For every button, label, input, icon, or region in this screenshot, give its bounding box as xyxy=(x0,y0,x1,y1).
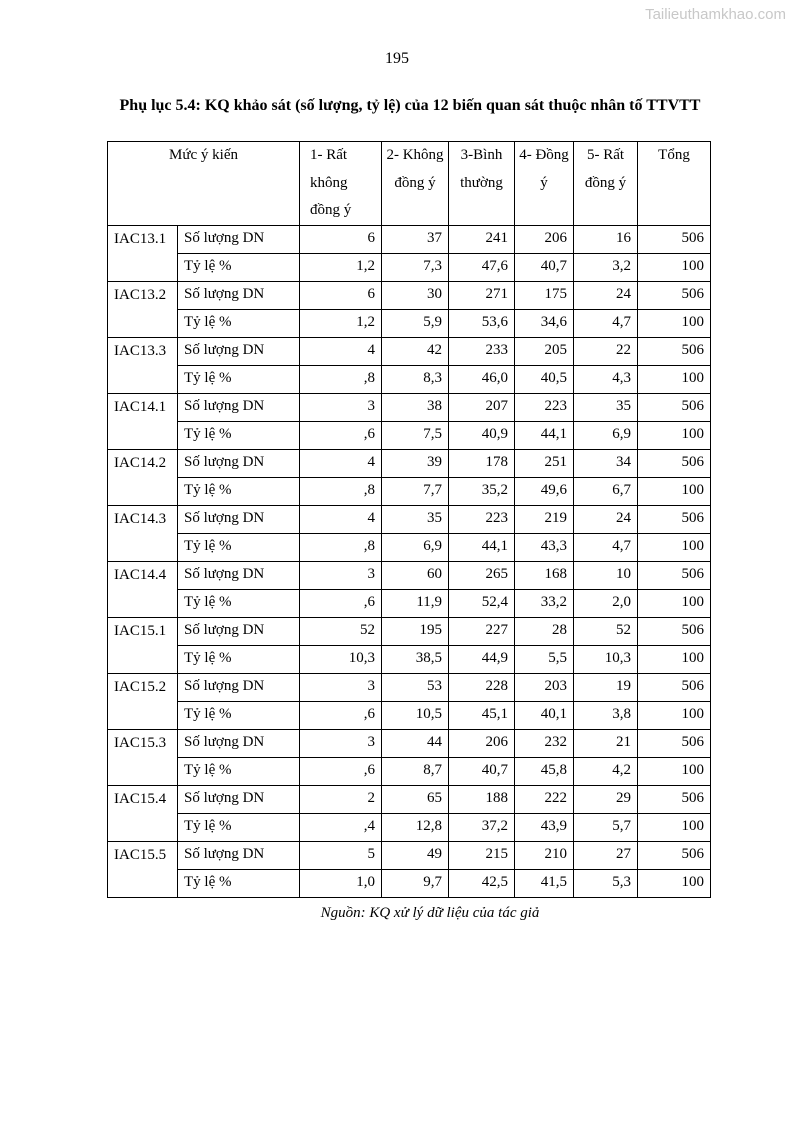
count-cell: 251 xyxy=(515,449,574,477)
percent-cell: ,6 xyxy=(300,589,382,617)
percent-cell: 100 xyxy=(638,589,711,617)
metric-count-label: Số lượng DN xyxy=(178,449,300,477)
count-cell: 60 xyxy=(382,561,449,589)
metric-pct-label: Tỷ lệ % xyxy=(178,813,300,841)
count-cell: 65 xyxy=(382,785,449,813)
variable-label: IAC13.1 xyxy=(108,225,178,281)
count-cell: 22 xyxy=(574,337,638,365)
count-cell: 175 xyxy=(515,281,574,309)
percent-cell: 5,3 xyxy=(574,869,638,897)
variable-label: IAC14.2 xyxy=(108,449,178,505)
count-cell: 168 xyxy=(515,561,574,589)
percent-cell: 35,2 xyxy=(449,477,515,505)
metric-pct-label: Tỷ lệ % xyxy=(178,365,300,393)
metric-pct-label: Tỷ lệ % xyxy=(178,309,300,337)
count-cell: 6 xyxy=(300,225,382,253)
table-row xyxy=(108,701,711,729)
percent-cell: 100 xyxy=(638,309,711,337)
count-cell: 215 xyxy=(449,841,515,869)
metric-pct-label: Tỷ lệ % xyxy=(178,589,300,617)
variable-label: IAC14.3 xyxy=(108,505,178,561)
percent-cell: 4,7 xyxy=(574,309,638,337)
table-row xyxy=(108,365,711,393)
percent-cell: 40,7 xyxy=(449,757,515,785)
count-cell: 3 xyxy=(300,673,382,701)
count-cell: 3 xyxy=(300,561,382,589)
count-cell: 207 xyxy=(449,393,515,421)
percent-cell: 3,2 xyxy=(574,253,638,281)
count-cell: 3 xyxy=(300,729,382,757)
table-row xyxy=(108,561,711,589)
count-cell: 271 xyxy=(449,281,515,309)
table-row xyxy=(108,813,711,841)
percent-cell: 4,2 xyxy=(574,757,638,785)
percent-cell: 40,1 xyxy=(515,701,574,729)
percent-cell: 100 xyxy=(638,253,711,281)
count-cell: 35 xyxy=(382,505,449,533)
count-cell: 206 xyxy=(449,729,515,757)
percent-cell: 2,0 xyxy=(574,589,638,617)
percent-cell: 40,5 xyxy=(515,365,574,393)
page-title: Phụ lục 5.4: KQ khảo sát (số lượng, tỷ lệ) của 12 biến quan sát thuộc nhân tố TTVTT xyxy=(119,97,701,114)
table-row xyxy=(108,645,711,673)
count-cell: 219 xyxy=(515,505,574,533)
count-cell: 29 xyxy=(574,785,638,813)
metric-count-label: Số lượng DN xyxy=(178,225,300,253)
variable-label: IAC13.2 xyxy=(108,281,178,337)
metric-pct-label: Tỷ lệ % xyxy=(178,701,300,729)
percent-cell: 44,9 xyxy=(449,645,515,673)
count-cell: 39 xyxy=(382,449,449,477)
metric-pct-label: Tỷ lệ % xyxy=(178,477,300,505)
percent-cell: 100 xyxy=(638,477,711,505)
percent-cell: ,8 xyxy=(300,477,382,505)
count-cell: 34 xyxy=(574,449,638,477)
count-cell: 506 xyxy=(638,841,711,869)
percent-cell: 52,4 xyxy=(449,589,515,617)
count-cell: 506 xyxy=(638,337,711,365)
count-cell: 265 xyxy=(449,561,515,589)
header-col-5: 5- Rất đồng ý xyxy=(574,142,638,226)
count-cell: 223 xyxy=(515,393,574,421)
metric-pct-label: Tỷ lệ % xyxy=(178,421,300,449)
metric-pct-label: Tỷ lệ % xyxy=(178,645,300,673)
percent-cell: 40,9 xyxy=(449,421,515,449)
count-cell: 4 xyxy=(300,337,382,365)
percent-cell: 53,6 xyxy=(449,309,515,337)
percent-cell: ,8 xyxy=(300,533,382,561)
percent-cell: 7,3 xyxy=(382,253,449,281)
count-cell: 24 xyxy=(574,281,638,309)
percent-cell: 8,3 xyxy=(382,365,449,393)
metric-count-label: Số lượng DN xyxy=(178,841,300,869)
percent-cell: 1,0 xyxy=(300,869,382,897)
table-row xyxy=(108,533,711,561)
header-col-4: 4- Đồng ý xyxy=(515,142,574,226)
count-cell: 506 xyxy=(638,673,711,701)
count-cell: 42 xyxy=(382,337,449,365)
table-row xyxy=(108,757,711,785)
percent-cell: 100 xyxy=(638,701,711,729)
metric-count-label: Số lượng DN xyxy=(178,673,300,701)
percent-cell: ,6 xyxy=(300,757,382,785)
table-row xyxy=(108,869,711,897)
percent-cell: 37,2 xyxy=(449,813,515,841)
count-cell: 10 xyxy=(574,561,638,589)
table-row xyxy=(108,449,711,477)
metric-count-label: Số lượng DN xyxy=(178,729,300,757)
count-cell: 28 xyxy=(515,617,574,645)
metric-count-label: Số lượng DN xyxy=(178,561,300,589)
percent-cell: 10,5 xyxy=(382,701,449,729)
watermark: Tailieuthamkhao.com xyxy=(645,6,786,23)
percent-cell: 100 xyxy=(638,645,711,673)
table-row xyxy=(108,309,711,337)
percent-cell: 6,9 xyxy=(574,421,638,449)
percent-cell: 43,9 xyxy=(515,813,574,841)
metric-count-label: Số lượng DN xyxy=(178,393,300,421)
count-cell: 188 xyxy=(449,785,515,813)
percent-cell: 4,7 xyxy=(574,533,638,561)
percent-cell: 47,6 xyxy=(449,253,515,281)
header-col-total: Tổng xyxy=(638,142,711,226)
percent-cell: 100 xyxy=(638,869,711,897)
count-cell: 52 xyxy=(300,617,382,645)
table-row xyxy=(108,225,711,253)
percent-cell: 1,2 xyxy=(300,253,382,281)
percent-cell: 5,7 xyxy=(574,813,638,841)
count-cell: 16 xyxy=(574,225,638,253)
table-row xyxy=(108,673,711,701)
count-cell: 205 xyxy=(515,337,574,365)
count-cell: 195 xyxy=(382,617,449,645)
table-row xyxy=(108,393,711,421)
header-col-3: 3-Bình thường xyxy=(449,142,515,226)
count-cell: 233 xyxy=(449,337,515,365)
percent-cell: 40,7 xyxy=(515,253,574,281)
table-header-row xyxy=(108,142,711,226)
table-row xyxy=(108,841,711,869)
percent-cell: 44,1 xyxy=(515,421,574,449)
percent-cell: 8,7 xyxy=(382,757,449,785)
percent-cell: 10,3 xyxy=(300,645,382,673)
count-cell: 24 xyxy=(574,505,638,533)
metric-count-label: Số lượng DN xyxy=(178,617,300,645)
count-cell: 506 xyxy=(638,281,711,309)
header-col-1: 1- Rất không đồng ý xyxy=(300,142,382,226)
count-cell: 506 xyxy=(638,225,711,253)
percent-cell: 100 xyxy=(638,533,711,561)
metric-count-label: Số lượng DN xyxy=(178,785,300,813)
table-row xyxy=(108,729,711,757)
metric-pct-label: Tỷ lệ % xyxy=(178,869,300,897)
table-row xyxy=(108,477,711,505)
table-row xyxy=(108,421,711,449)
percent-cell: 45,8 xyxy=(515,757,574,785)
count-cell: 506 xyxy=(638,785,711,813)
percent-cell: 12,8 xyxy=(382,813,449,841)
percent-cell: 5,9 xyxy=(382,309,449,337)
percent-cell: 100 xyxy=(638,757,711,785)
count-cell: 232 xyxy=(515,729,574,757)
table-row xyxy=(108,589,711,617)
percent-cell: 7,7 xyxy=(382,477,449,505)
metric-count-label: Số lượng DN xyxy=(178,505,300,533)
metric-pct-label: Tỷ lệ % xyxy=(178,253,300,281)
percent-cell: 38,5 xyxy=(382,645,449,673)
count-cell: 506 xyxy=(638,393,711,421)
count-cell: 2 xyxy=(300,785,382,813)
variable-label: IAC14.1 xyxy=(108,393,178,449)
count-cell: 52 xyxy=(574,617,638,645)
source-note: Nguồn: KQ xử lý dữ liệu của tác giả xyxy=(320,905,540,921)
count-cell: 206 xyxy=(515,225,574,253)
header-col-2: 2- Không đồng ý xyxy=(382,142,449,226)
variable-label: IAC14.4 xyxy=(108,561,178,617)
count-cell: 506 xyxy=(638,729,711,757)
table-row xyxy=(108,337,711,365)
percent-cell: 3,8 xyxy=(574,701,638,729)
count-cell: 21 xyxy=(574,729,638,757)
metric-pct-label: Tỷ lệ % xyxy=(178,533,300,561)
variable-label: IAC15.2 xyxy=(108,673,178,729)
percent-cell: 100 xyxy=(638,421,711,449)
percent-cell: 49,6 xyxy=(515,477,574,505)
percent-cell: 44,1 xyxy=(449,533,515,561)
table-body xyxy=(108,225,711,897)
count-cell: 178 xyxy=(449,449,515,477)
percent-cell: 1,2 xyxy=(300,309,382,337)
percent-cell: 7,5 xyxy=(382,421,449,449)
survey-table xyxy=(107,141,711,898)
percent-cell: 41,5 xyxy=(515,869,574,897)
metric-pct-label: Tỷ lệ % xyxy=(178,757,300,785)
count-cell: 44 xyxy=(382,729,449,757)
count-cell: 227 xyxy=(449,617,515,645)
percent-cell: 45,1 xyxy=(449,701,515,729)
count-cell: 203 xyxy=(515,673,574,701)
table-row xyxy=(108,617,711,645)
percent-cell: 11,9 xyxy=(382,589,449,617)
count-cell: 6 xyxy=(300,281,382,309)
count-cell: 228 xyxy=(449,673,515,701)
variable-label: IAC15.5 xyxy=(108,841,178,897)
table-row xyxy=(108,505,711,533)
header-opinion-level: Mức ý kiến xyxy=(108,142,300,226)
count-cell: 222 xyxy=(515,785,574,813)
percent-cell: 10,3 xyxy=(574,645,638,673)
page-number: 195 xyxy=(385,50,409,67)
percent-cell: 6,9 xyxy=(382,533,449,561)
percent-cell: 100 xyxy=(638,813,711,841)
variable-label: IAC15.4 xyxy=(108,785,178,841)
percent-cell: ,6 xyxy=(300,421,382,449)
count-cell: 38 xyxy=(382,393,449,421)
count-cell: 506 xyxy=(638,449,711,477)
count-cell: 4 xyxy=(300,449,382,477)
count-cell: 210 xyxy=(515,841,574,869)
percent-cell: 43,3 xyxy=(515,533,574,561)
percent-cell: 33,2 xyxy=(515,589,574,617)
percent-cell: 5,5 xyxy=(515,645,574,673)
percent-cell: 6,7 xyxy=(574,477,638,505)
count-cell: 506 xyxy=(638,505,711,533)
count-cell: 506 xyxy=(638,561,711,589)
variable-label: IAC15.3 xyxy=(108,729,178,785)
percent-cell: ,8 xyxy=(300,365,382,393)
percent-cell: 9,7 xyxy=(382,869,449,897)
percent-cell: ,6 xyxy=(300,701,382,729)
metric-count-label: Số lượng DN xyxy=(178,337,300,365)
percent-cell: 100 xyxy=(638,365,711,393)
count-cell: 19 xyxy=(574,673,638,701)
table-row xyxy=(108,253,711,281)
count-cell: 27 xyxy=(574,841,638,869)
table-row xyxy=(108,281,711,309)
metric-count-label: Số lượng DN xyxy=(178,281,300,309)
count-cell: 53 xyxy=(382,673,449,701)
percent-cell: 46,0 xyxy=(449,365,515,393)
percent-cell: 34,6 xyxy=(515,309,574,337)
percent-cell: ,4 xyxy=(300,813,382,841)
variable-label: IAC15.1 xyxy=(108,617,178,673)
count-cell: 37 xyxy=(382,225,449,253)
count-cell: 223 xyxy=(449,505,515,533)
percent-cell: 42,5 xyxy=(449,869,515,897)
table-row xyxy=(108,785,711,813)
count-cell: 30 xyxy=(382,281,449,309)
count-cell: 3 xyxy=(300,393,382,421)
count-cell: 506 xyxy=(638,617,711,645)
count-cell: 241 xyxy=(449,225,515,253)
count-cell: 49 xyxy=(382,841,449,869)
variable-label: IAC13.3 xyxy=(108,337,178,393)
count-cell: 35 xyxy=(574,393,638,421)
percent-cell: 4,3 xyxy=(574,365,638,393)
count-cell: 4 xyxy=(300,505,382,533)
count-cell: 5 xyxy=(300,841,382,869)
